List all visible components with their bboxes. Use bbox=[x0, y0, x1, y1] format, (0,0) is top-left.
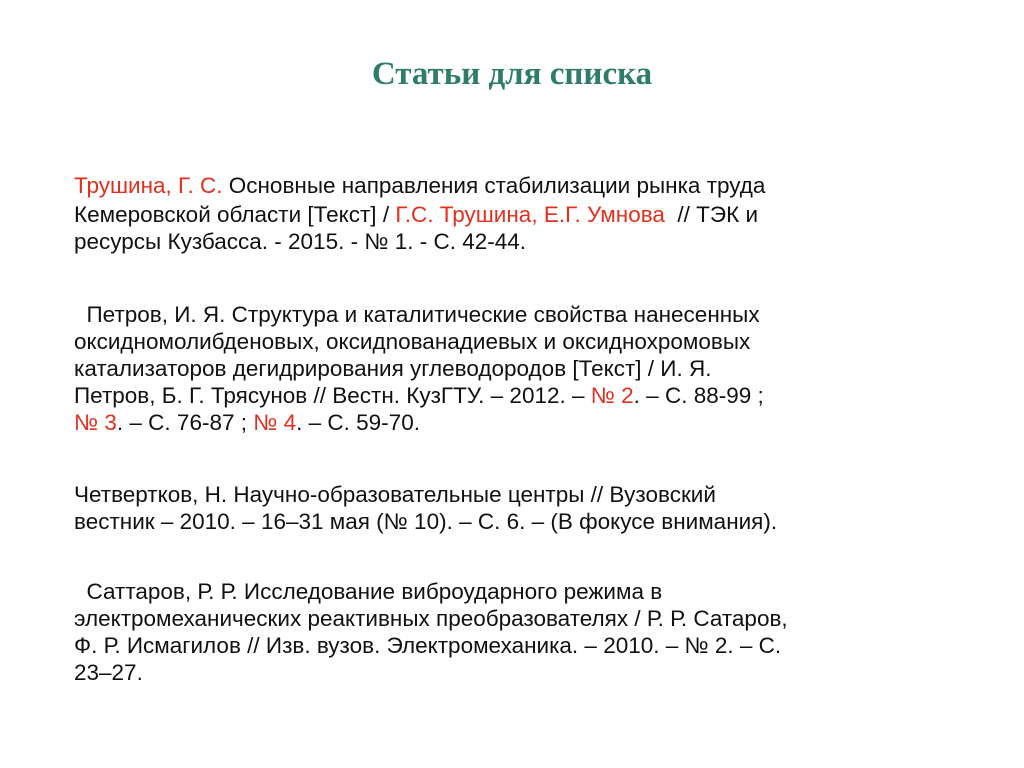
spacer bbox=[74, 436, 954, 481]
reference-line bbox=[74, 605, 954, 632]
reference-line bbox=[74, 632, 954, 659]
reference-text: . – С. 76-87 ; bbox=[116, 410, 254, 435]
reference-item bbox=[74, 578, 954, 686]
reference-text: электромеханических реактивных преобразователях / Р. Р. Сатаров, bbox=[74, 606, 788, 631]
highlighted-text: № 2 bbox=[590, 383, 634, 408]
reference-text: . – С. 88-99 ; bbox=[633, 383, 764, 408]
reference-line bbox=[74, 172, 954, 199]
reference-line bbox=[74, 481, 954, 508]
reference-list bbox=[74, 172, 954, 686]
highlighted-text: Г.С. Трушина, Е.Г. Умнова bbox=[395, 202, 665, 227]
reference-text: Петров, Б. Г. Трясунов // Вестн. КузГТУ. – 2012. – bbox=[74, 383, 591, 408]
reference-text: Четвертков, Н. Научно-образовательные центры // Вузовский bbox=[74, 482, 716, 507]
reference-text: Кемеровской области [Текст] / bbox=[74, 202, 396, 227]
reference-text: . – С. 59-70. bbox=[296, 410, 420, 435]
reference-line bbox=[74, 578, 954, 605]
reference-line bbox=[74, 199, 954, 228]
slide-title: Статьи для списка bbox=[371, 56, 653, 92]
reference-line bbox=[74, 659, 954, 686]
highlighted-text: Трушина, Г. С. bbox=[74, 173, 223, 198]
reference-text: ресурсы Кузбасса. - 2015. - № 1. - С. 42-44. bbox=[74, 229, 527, 254]
reference-item bbox=[74, 301, 954, 436]
reference-line bbox=[74, 355, 954, 382]
highlighted-text: № 4 bbox=[253, 410, 297, 435]
reference-text: Петров, И. Я. Структура и каталитические свойства нанесенных bbox=[74, 302, 760, 327]
reference-item bbox=[74, 481, 954, 535]
reference-line bbox=[74, 508, 954, 535]
reference-text: вестник – 2010. – 16–31 мая (№ 10). – С. 6. – (В фокусе внимания). bbox=[74, 509, 778, 534]
reference-text: катализаторов дегидрирования углеводородов [Текст] / И. Я. bbox=[74, 356, 712, 381]
reference-text: Ф. Р. Исмагилов // Изв. вузов. Электромеханика. – 2010. – № 2. – С. bbox=[74, 633, 782, 658]
reference-line bbox=[74, 382, 954, 409]
spacer bbox=[74, 535, 954, 578]
reference-text: Саттаров, Р. Р. Исследование виброударного режима в bbox=[74, 579, 663, 604]
reference-text: оксидномолибденовых, оксидnованадиевых и оксиднохромовых bbox=[74, 329, 751, 354]
reference-text: Основные направления стабилизации рынка труда bbox=[222, 173, 766, 198]
reference-text: // ТЭК и bbox=[664, 202, 759, 227]
spacer bbox=[74, 255, 954, 301]
highlighted-text: № 3 bbox=[74, 410, 117, 435]
reference-line bbox=[74, 409, 954, 436]
reference-item bbox=[74, 172, 954, 255]
reference-line bbox=[74, 328, 954, 355]
reference-text: 23–27. bbox=[74, 660, 143, 685]
reference-line bbox=[74, 301, 954, 328]
reference-line bbox=[74, 228, 954, 255]
